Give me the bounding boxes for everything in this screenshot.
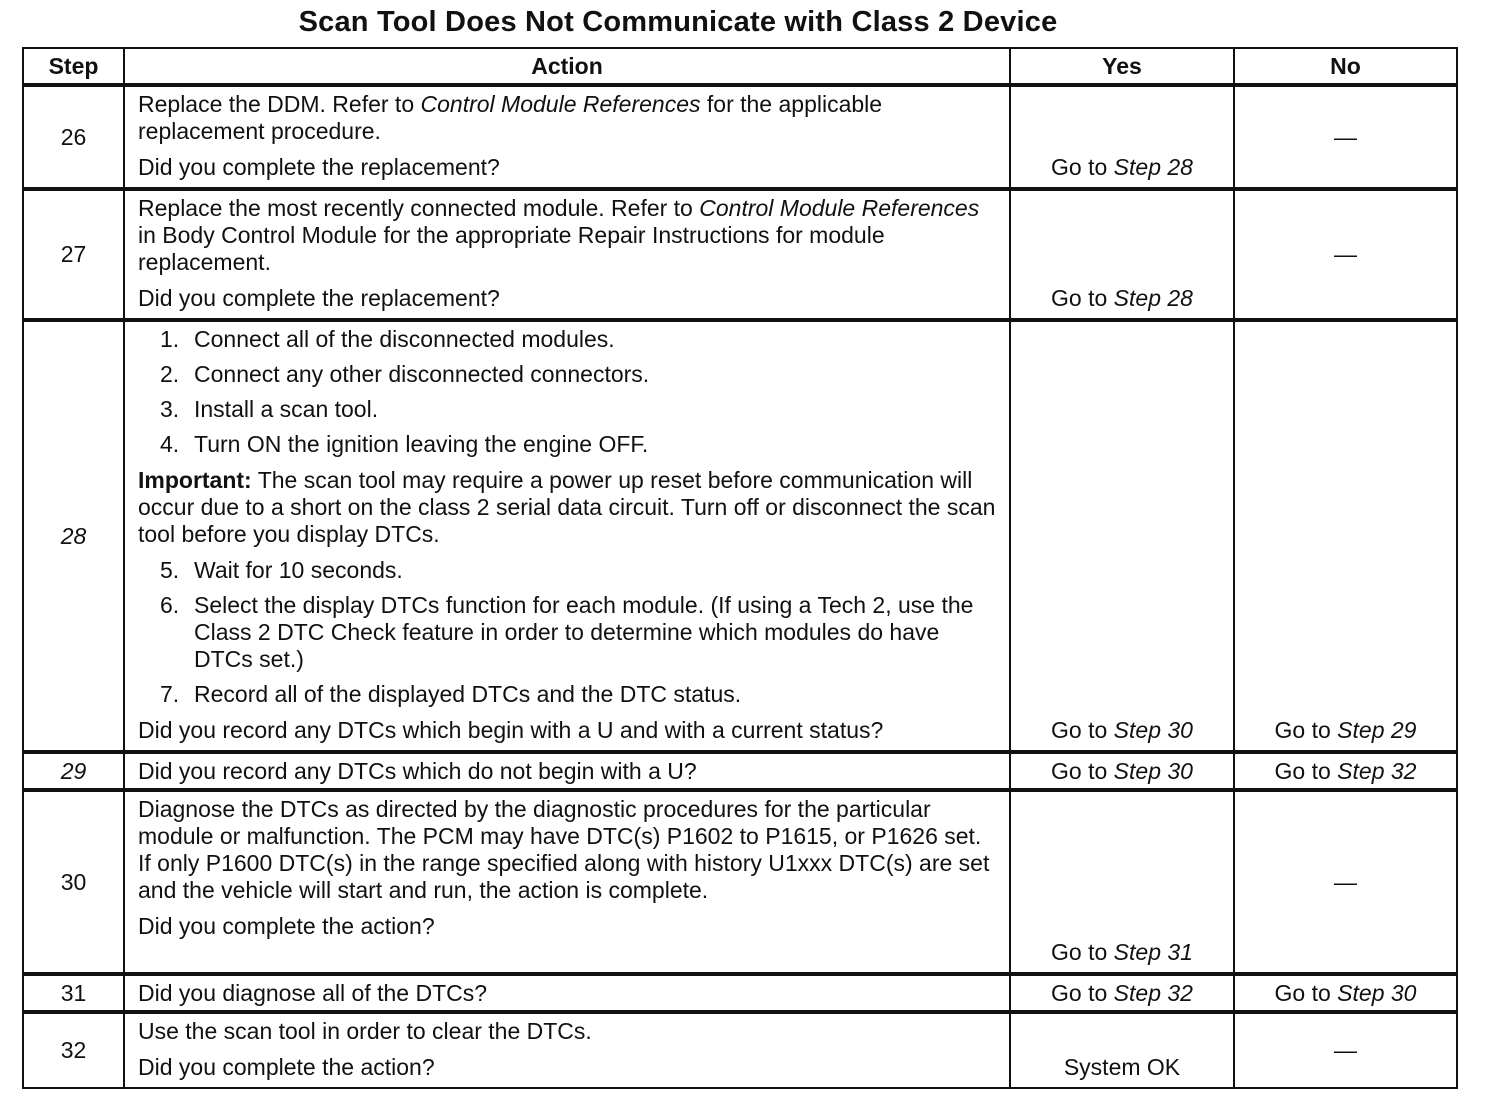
list-item: 6. Select the display DTCs function for each module. (If using a Tech 2, use the Class 2 DTC Check feature in order to determine which modules do have DTCs set.) <box>160 592 974 672</box>
question-text: Did you record any DTCs which begin with a U and with a current status? <box>138 717 884 743</box>
diagnostic-table <box>22 47 1458 1089</box>
list-item: 3. Install a scan tool. <box>160 396 379 422</box>
header-action: Action <box>124 48 1010 85</box>
action-text: Replace the most recently connected module. Refer to Control Module References in Body Control Module for the appropriate Repair Instructions for module replacement. <box>138 195 980 275</box>
reference-link-text: Control Module References <box>699 195 980 221</box>
action-cell <box>124 974 1010 1012</box>
action-cell <box>124 189 1010 320</box>
question-text: Did you complete the replacement? <box>138 285 500 311</box>
header-step: Step <box>23 48 124 85</box>
question-text: Did you diagnose all of the DTCs? <box>138 979 488 1006</box>
no-cell: — <box>1234 1012 1457 1088</box>
table-row-step-28 <box>23 320 1457 752</box>
reference-link-text: Control Module References <box>420 91 701 117</box>
list-item: 7. Record all of the displayed DTCs and the DTC status. <box>160 681 742 707</box>
table-row-step-31 <box>23 974 1457 1012</box>
question-text: Did you complete the action? <box>138 913 435 939</box>
list-item: 1. Connect all of the disconnected modules. <box>160 326 615 352</box>
action-cell <box>124 1012 1010 1088</box>
no-cell: Go to Step 29 <box>1234 320 1457 752</box>
step-number: 31 <box>23 974 124 1012</box>
step-number: 29 <box>23 752 124 790</box>
step-number: 30 <box>23 790 124 974</box>
table-row-step-30 <box>23 790 1457 974</box>
yes-cell: Go to Step 28 <box>1010 85 1234 189</box>
yes-cell: Go to Step 30 <box>1010 752 1234 790</box>
question-text: Did you complete the action? <box>138 1054 435 1080</box>
numbered-list <box>138 557 997 708</box>
step-number: 32 <box>23 1012 124 1088</box>
action-text: Use the scan tool in order to clear the DTCs. <box>138 1018 592 1044</box>
no-cell: Go to Step 32 <box>1234 752 1457 790</box>
table-row-step-29 <box>23 752 1457 790</box>
yes-cell: Go to Step 30 <box>1010 320 1234 752</box>
list-item: 5. Wait for 10 seconds. <box>160 557 403 583</box>
step-number: 26 <box>23 85 124 189</box>
yes-cell: Go to Step 32 <box>1010 974 1234 1012</box>
header-yes: Yes <box>1010 48 1234 85</box>
action-text: Replace the DDM. Refer to Control Module References for the applicable replacement procedure. <box>138 91 883 144</box>
question-text: Did you record any DTCs which do not begin with a U? <box>138 757 697 784</box>
action-cell <box>124 85 1010 189</box>
no-cell: Go to Step 30 <box>1234 974 1457 1012</box>
no-cell: — <box>1234 189 1457 320</box>
header-no: No <box>1234 48 1457 85</box>
action-text: Diagnose the DTCs as directed by the diagnostic procedures for the particular module or malfunction. The PCM may have DTC(s) P1602 to P1615, or P1626 set. If only P1600 DTC(s) in the range specified along with history U1xxx DTC(s) are set and the vehicle will start and run, the action is complete. <box>138 796 990 903</box>
action-cell <box>124 790 1010 974</box>
yes-cell: Go to Step 31 <box>1010 790 1234 974</box>
list-item: 4. Turn ON the ignition leaving the engine OFF. <box>160 431 649 457</box>
list-item: 2. Connect any other disconnected connectors. <box>160 361 650 387</box>
table-row-step-32 <box>23 1012 1457 1088</box>
table-row-step-27 <box>23 189 1457 320</box>
action-cell <box>124 752 1010 790</box>
no-cell: — <box>1234 790 1457 974</box>
table-row-step-26 <box>23 85 1457 189</box>
no-cell: — <box>1234 85 1457 189</box>
action-cell <box>124 320 1010 752</box>
step-number: 27 <box>23 189 124 320</box>
step-number: 28 <box>23 320 124 752</box>
yes-cell: Go to Step 28 <box>1010 189 1234 320</box>
numbered-list <box>138 326 997 458</box>
important-note: Important: The scan tool may require a power up reset before communication will occur due to a short on the class 2 serial data circuit. Turn off or disconnect the scan tool before you display DTCs. <box>138 467 996 547</box>
question-text: Did you complete the replacement? <box>138 154 500 180</box>
yes-cell: System OK <box>1010 1012 1234 1088</box>
header-row <box>23 48 1457 85</box>
page-title: Scan Tool Does Not Communicate with Class 2 Device <box>298 6 1058 38</box>
